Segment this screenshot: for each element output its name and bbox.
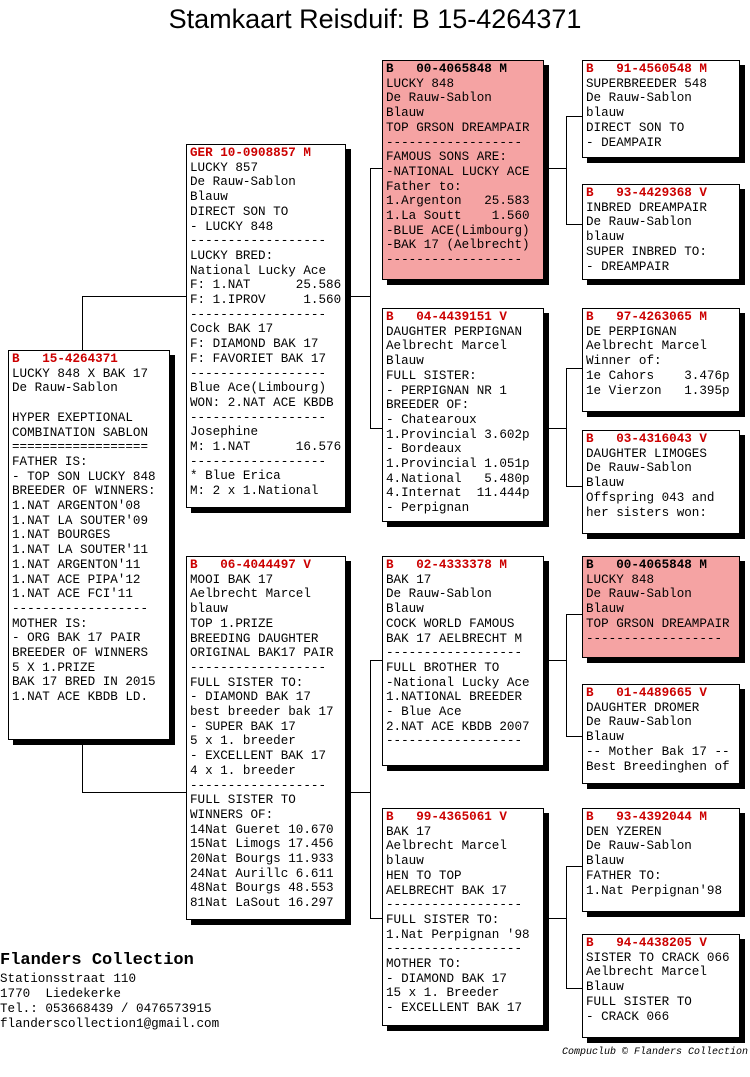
card-line: Blauw xyxy=(586,854,624,869)
card-line: -National Lucky Ace xyxy=(386,675,530,690)
connector-line xyxy=(544,428,566,429)
card-line: ------------------ xyxy=(190,410,327,425)
card-line: BREEDER OF WINNERS: xyxy=(12,484,156,499)
pedigree-card-mother-mother[interactable] xyxy=(382,808,544,1026)
card-line: ------------------ xyxy=(586,631,723,646)
card-header: B 00-4065848 M xyxy=(386,62,507,76)
card-line: ------------------ xyxy=(386,135,523,150)
card-line: Aelbrecht Marcel xyxy=(386,339,507,354)
card-header: B 02-4333378 M xyxy=(386,558,507,572)
connector-line xyxy=(82,740,83,792)
card-line: - LUCKY 848 xyxy=(190,219,274,234)
connector-line xyxy=(82,296,186,297)
card-line: 1e Cahors 3.476p xyxy=(586,368,730,383)
card-line: ------------------ xyxy=(190,778,327,793)
card-line: - DREAMPAIR xyxy=(586,259,670,274)
card-line: Aelbrecht Marcel xyxy=(586,965,707,980)
pedigree-card-mother[interactable] xyxy=(186,556,346,920)
card-line: Aelbrecht Marcel xyxy=(190,587,311,602)
card-header: B 06-4044497 V xyxy=(190,558,311,572)
card-line: BAK 17 xyxy=(386,572,432,587)
connector-line xyxy=(370,428,382,429)
card-line: 15 x 1. Breeder xyxy=(386,986,500,1001)
card-line: 1.Nat Perpignan'98 xyxy=(586,883,723,898)
card-line: Blauw xyxy=(386,602,424,617)
footer xyxy=(0,950,219,1032)
card-line: COCK WORLD FAMOUS xyxy=(386,616,515,631)
card-line: - Chatearoux xyxy=(386,412,477,427)
card-line: De Rauw-Sablon xyxy=(586,587,692,602)
card-line: 1.Nat Perpignan '98 xyxy=(386,927,530,942)
card-line: SUPERBREEDER 548 xyxy=(586,76,707,91)
card-line: BAK 17 BRED IN 2015 xyxy=(12,675,156,690)
card-line: F: 1.IPROV 1.560 xyxy=(190,293,342,308)
card-line: - ORG BAK 17 PAIR xyxy=(12,631,141,646)
card-line: Aelbrecht Marcel xyxy=(586,339,707,354)
card-line: ------------------ xyxy=(386,734,523,749)
card-line: M: 2 x 1.National xyxy=(190,484,319,499)
card-line: Father to: xyxy=(386,179,462,194)
card-header: B 03-4316043 V xyxy=(586,432,707,446)
card-line: 1e Vierzon 1.395p xyxy=(586,383,730,398)
connector-line xyxy=(566,736,582,737)
connector-line xyxy=(82,792,186,793)
card-line: BREEDER OF WINNERS xyxy=(12,646,149,661)
card-line: INBRED DREAMPAIR xyxy=(586,200,707,215)
card-line: DEN YZEREN xyxy=(586,824,662,839)
card-line: Offspring 043 and xyxy=(586,490,715,505)
card-line: FATHER IS: xyxy=(12,454,88,469)
card-line: ------------------ xyxy=(190,366,327,381)
card-line: 1.NAT ACE KBDB LD. xyxy=(12,690,149,705)
card-line: F: FAVORIET BAK 17 xyxy=(190,351,327,366)
card-line: FULL SISTER TO: xyxy=(386,912,500,927)
card-line: - CRACK 066 xyxy=(586,1009,670,1024)
card-line: blauw xyxy=(586,230,624,245)
card-line: BAK 17 xyxy=(386,824,432,839)
card-line xyxy=(12,396,166,411)
footer-address: Stationsstraat 110 xyxy=(0,972,137,986)
connector-line xyxy=(544,660,566,661)
card-line: 1.NAT ARGENTON'08 xyxy=(12,499,141,514)
card-line: MOTHER TO: xyxy=(386,957,462,972)
card-line: SUPER INBRED TO: xyxy=(586,244,707,259)
pedigree-card-fmm[interactable] xyxy=(582,430,740,534)
card-line: Blue Ace(Limbourg) xyxy=(190,381,327,396)
connector-line xyxy=(566,614,582,615)
card-line: Cock BAK 17 xyxy=(190,322,274,337)
connector-line xyxy=(370,168,371,428)
card-line: -- Mother Bak 17 -- xyxy=(586,744,730,759)
card-line: 1.Argenton 25.583 xyxy=(386,194,530,209)
card-line: TOP GRSON DREAMPAIR xyxy=(386,120,530,135)
card-line: 24Nat Aurillc 6.611 xyxy=(190,866,334,881)
card-line: Blauw xyxy=(586,602,624,617)
pedigree-card-mfm[interactable] xyxy=(582,684,740,784)
card-line: 81Nat LaSout 16.297 xyxy=(190,896,334,911)
card-line: DAUGHTER DROMER xyxy=(586,700,700,715)
card-line: De Rauw-Sablon xyxy=(586,215,692,230)
card-line: FATHER TO: xyxy=(586,868,662,883)
connector-line xyxy=(566,866,582,867)
pedigree-card-ffm[interactable] xyxy=(582,184,740,280)
pedigree-card-mmm[interactable] xyxy=(582,934,740,1038)
card-line: Blauw xyxy=(586,476,624,491)
connector-line xyxy=(566,866,567,988)
connector-line xyxy=(82,296,83,350)
card-line: M: 1.NAT 16.576 xyxy=(190,440,342,455)
card-line: 20Nat Bourgs 11.933 xyxy=(190,852,334,867)
card-header: B 93-4392044 M xyxy=(586,810,707,824)
card-line: - EXCELLENT BAK 17 xyxy=(190,749,327,764)
card-line: 48Nat Bourgs 48.553 xyxy=(190,881,334,896)
connector-line xyxy=(566,368,567,486)
card-line: blauw xyxy=(190,602,228,617)
card-line: * Blue Erica xyxy=(190,469,281,484)
card-line: MOTHER IS: xyxy=(12,616,88,631)
card-line: Josephine xyxy=(190,425,259,440)
card-line: LUCKY 848 xyxy=(386,76,455,91)
page-title: Stamkaart Reisduif: B 15-4264371 xyxy=(168,4,582,34)
card-line: - DEAMPAIR xyxy=(586,135,662,150)
card-line: Blauw xyxy=(586,730,624,745)
pedigree-card-fff[interactable] xyxy=(582,60,740,158)
card-line: Winner of: xyxy=(586,354,662,369)
card-line: BAK 17 AELBRECHT M xyxy=(386,631,523,646)
card-line: - TOP SON LUCKY 848 xyxy=(12,469,156,484)
card-line: MOOI BAK 17 xyxy=(190,572,274,587)
pedigree-card-mother-father[interactable] xyxy=(382,556,544,766)
card-line: De Rauw-Sablon xyxy=(586,461,692,476)
card-line: LUCKY BRED: xyxy=(190,248,274,263)
connector-line xyxy=(566,224,582,225)
connector-line xyxy=(566,368,582,369)
footer-city: 1770 Liedekerke xyxy=(0,987,121,1001)
card-line: 1.NAT ARGENTON'11 xyxy=(12,557,141,572)
card-line: ORIGINAL BAK17 PAIR xyxy=(190,646,334,661)
card-line: AELBRECHT BAK 17 xyxy=(386,883,507,898)
connector-line xyxy=(370,168,382,169)
card-line: blauw xyxy=(586,106,624,121)
card-line: ------------------ xyxy=(386,898,523,913)
connector-line xyxy=(370,918,382,919)
card-line: F: 1.NAT 25.586 xyxy=(190,278,342,293)
card-line: ------------------ xyxy=(190,454,327,469)
card-line: - Bordeaux xyxy=(386,442,462,457)
card-line: BREEDING DAUGHTER xyxy=(190,631,319,646)
card-line: ------------------ xyxy=(386,253,523,268)
card-line: De Rauw-Sablon xyxy=(12,381,118,396)
card-header: B 94-4438205 V xyxy=(586,936,707,950)
card-line: 4 x 1. breeder xyxy=(190,763,296,778)
pedigree-card-fmf[interactable] xyxy=(582,308,740,412)
pedigree-card-mff[interactable] xyxy=(582,556,740,658)
card-line: 2.NAT ACE KBDB 2007 xyxy=(386,719,530,734)
card-line: ------------------ xyxy=(386,646,523,661)
card-line: FULL SISTER TO: xyxy=(190,675,304,690)
pedigree-card-subject[interactable] xyxy=(8,350,170,740)
connector-line xyxy=(566,486,582,487)
card-line: FULL SISTER TO xyxy=(190,793,296,808)
card-line: - SUPER BAK 17 xyxy=(190,719,296,734)
card-line: 1.NAT ACE PIPA'12 xyxy=(12,572,141,587)
card-line: ------------------ xyxy=(190,660,327,675)
card-line: 15Nat Limogs 17.456 xyxy=(190,837,334,852)
card-line: -BAK 17 (Aelbrecht) xyxy=(386,238,530,253)
footer-name: Flanders Collection xyxy=(0,951,194,970)
card-line: ================== xyxy=(12,440,149,455)
card-line: - PERPIGNAN NR 1 xyxy=(386,383,507,398)
connector-line xyxy=(544,168,566,169)
card-line: her sisters won: xyxy=(586,505,707,520)
connector-line xyxy=(370,660,371,918)
card-line: - EXCELLENT BAK 17 xyxy=(386,1001,523,1016)
card-line: 5 x 1. breeder xyxy=(190,734,296,749)
card-line: DE PERPIGNAN xyxy=(586,324,677,339)
card-line: De Rauw-Sablon xyxy=(586,715,692,730)
pedigree-card-father-mother[interactable] xyxy=(382,308,544,522)
card-line: SISTER TO CRACK 066 xyxy=(586,950,730,965)
card-line: - DIAMOND BAK 17 xyxy=(190,690,311,705)
card-line: De Rauw-Sablon xyxy=(586,839,692,854)
card-line: Blauw xyxy=(386,106,424,121)
card-line: ------------------ xyxy=(12,601,149,616)
card-header: B 04-4439151 V xyxy=(386,310,507,324)
connector-line xyxy=(566,116,582,117)
card-line: FULL SISTER: xyxy=(386,368,477,383)
card-line: Best Breedinghen of xyxy=(586,759,730,774)
card-line: De Rauw-Sablon xyxy=(190,175,296,190)
connector-line xyxy=(346,296,370,297)
card-header: B 00-4065848 M xyxy=(586,558,707,572)
card-line: 4.Internat 11.444p xyxy=(386,486,530,501)
copyright: Compuclub © Flanders Collection xyxy=(561,1047,748,1058)
card-line: 1.Provincial 1.051p xyxy=(386,457,530,472)
card-header: B 91-4560548 M xyxy=(586,62,707,76)
card-header: GER 10-0908857 M xyxy=(190,146,311,160)
card-line: Blauw xyxy=(586,980,624,995)
footer-email[interactable]: flanderscollection1@gmail.com xyxy=(0,1017,220,1031)
card-line: LUCKY 848 xyxy=(586,572,655,587)
card-line: 1.NAT LA SOUTER'11 xyxy=(12,543,149,558)
connector-line xyxy=(566,988,582,989)
card-line: - Perpignan xyxy=(386,501,470,516)
connector-line xyxy=(566,116,567,224)
card-line: 1.NATIONAL BREEDER xyxy=(386,690,523,705)
card-line: HYPER EXEPTIONAL xyxy=(12,410,133,425)
card-line: Blauw xyxy=(386,354,424,369)
card-line: FAMOUS SONS ARE: xyxy=(386,150,507,165)
card-line: - DIAMOND BAK 17 xyxy=(386,971,507,986)
card-line: -NATIONAL LUCKY ACE xyxy=(386,164,530,179)
card-line: 4.National 5.480p xyxy=(386,471,530,486)
card-line: TOP 1.PRIZE xyxy=(190,616,274,631)
card-line: COMBINATION SABLON xyxy=(12,425,149,440)
card-line: 14Nat Gueret 10.670 xyxy=(190,822,334,837)
card-line: De Rauw-Sablon xyxy=(586,91,692,106)
card-line: ------------------ xyxy=(386,942,523,957)
card-line: TOP GRSON DREAMPAIR xyxy=(586,616,730,631)
card-line: National Lucky Ace xyxy=(190,263,327,278)
card-line: F: DIAMOND BAK 17 xyxy=(190,337,319,352)
connector-line xyxy=(544,918,566,919)
card-line: Blauw xyxy=(190,190,228,205)
card-line: De Rauw-Sablon xyxy=(386,91,492,106)
pedigree-card-father-father[interactable] xyxy=(382,60,544,280)
card-line: best breeder bak 17 xyxy=(190,705,334,720)
card-line: LUCKY 857 xyxy=(190,160,259,175)
pedigree-card-mmf[interactable] xyxy=(582,808,740,912)
connector-line xyxy=(566,614,567,736)
card-line: ------------------ xyxy=(190,307,327,322)
card-line: 1.La Soutt 1.560 xyxy=(386,209,530,224)
card-line: blauw xyxy=(386,854,424,869)
card-line: De Rauw-Sablon xyxy=(386,587,492,602)
card-header: B 97-4263065 M xyxy=(586,310,707,324)
card-line: DIRECT SON TO xyxy=(586,120,685,135)
card-line: ------------------ xyxy=(190,234,327,249)
card-line: 1.NAT BOURGES xyxy=(12,528,111,543)
card-line: 1.NAT ACE FCI'11 xyxy=(12,587,133,602)
card-line: Aelbrecht Marcel xyxy=(386,839,507,854)
card-line: 1.NAT LA SOUTER'09 xyxy=(12,513,149,528)
card-header: B 99-4365061 V xyxy=(386,810,507,824)
connector-line xyxy=(346,792,370,793)
pedigree-card-father[interactable] xyxy=(186,144,346,508)
card-header: B 01-4489665 V xyxy=(586,686,707,700)
footer-tel: Tel.: 053668439 / 0476573915 xyxy=(0,1002,212,1016)
connector-line xyxy=(370,660,382,661)
card-line: DAUGHTER PERPIGNAN xyxy=(386,324,523,339)
card-line: DAUGHTER LIMOGES xyxy=(586,446,707,461)
card-line: LUCKY 848 X BAK 17 xyxy=(12,366,149,381)
card-line: DIRECT SON TO xyxy=(190,204,289,219)
card-line: 1.Provincial 3.602p xyxy=(386,427,530,442)
card-line: FULL SISTER TO xyxy=(586,994,692,1009)
card-line: WINNERS OF: xyxy=(190,807,274,822)
card-line: -BLUE ACE(Limbourg) xyxy=(386,223,530,238)
card-header: B 93-4429368 V xyxy=(586,186,707,200)
card-line: WON: 2.NAT ACE KBDB xyxy=(190,395,334,410)
card-line: BREEDER OF: xyxy=(386,398,470,413)
card-line: - Blue Ace xyxy=(386,705,462,720)
card-line: HEN TO TOP xyxy=(386,868,462,883)
card-line: FULL BROTHER TO xyxy=(386,660,500,675)
card-header: B 15-4264371 xyxy=(12,352,118,366)
card-line: 5 X 1.PRIZE xyxy=(12,660,96,675)
